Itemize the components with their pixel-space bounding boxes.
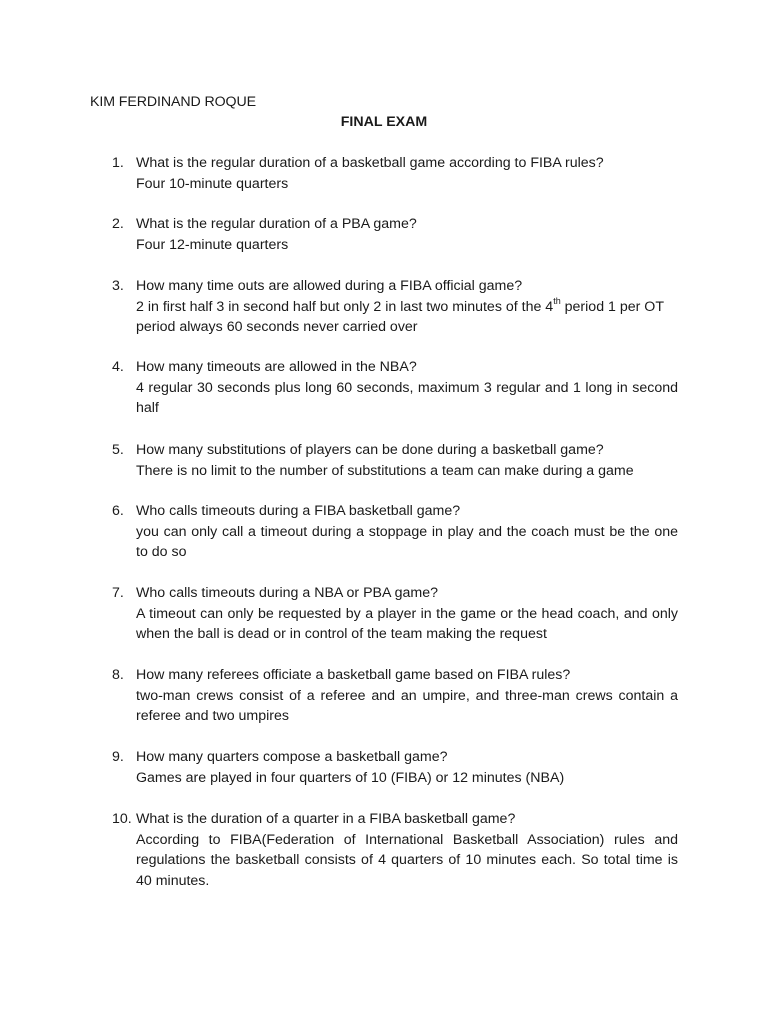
question-number: 4. [112, 359, 124, 375]
question-number: 7. [112, 585, 124, 601]
answer-text: There is no limit to the number of substitutions a team can make during a game [136, 462, 634, 479]
question-text: How many timeouts are allowed in the NBA? [136, 359, 417, 375]
question-text: What is the duration of a quarter in a FIBA basketball game? [136, 811, 516, 827]
question-item-8 [112, 665, 678, 727]
answer-text: 4 regular 30 seconds plus long 60 seconds, maximum 3 regular and 1 long in second half [136, 379, 678, 416]
question-number: 6. [112, 503, 124, 519]
question-item-2 [112, 214, 678, 255]
answer-part: 2 in first half 3 in second half but only 2 in last two minutes of the 4 [136, 298, 554, 315]
question-item-3 [112, 276, 678, 338]
answer-text: According to FIBA(Federation of International Basketball Association) rules and regulations the basketball consists of 4 quarters of 10 minutes each. So total time is 40 minutes. [136, 831, 678, 889]
answer-text: Four 12-minute quarters [136, 236, 289, 253]
answer-text: you can only call a timeout during a stoppage in play and the coach must be the one to do so [136, 523, 678, 560]
question-item-5 [112, 440, 678, 481]
question-item-9 [112, 747, 678, 788]
exam-title: FINAL EXAM [340, 114, 428, 130]
question-number: 5. [112, 442, 124, 458]
question-number: 9. [112, 749, 124, 765]
answer-part: period 1 per OT period always 60 seconds never carried over [136, 298, 664, 335]
question-number: 8. [112, 667, 124, 683]
question-text: How many quarters compose a basketball game? [136, 749, 448, 765]
question-item-6 [112, 501, 678, 563]
question-text: What is the regular duration of a PBA game? [136, 216, 417, 232]
ordinal-suffix: th [553, 295, 561, 306]
answer-text: A timeout can only be requested by a player in the game or the head coach, and only when the ball is dead or in control of the team making the request [136, 605, 678, 642]
question-text: How many substitutions of players can be done during a basketball game? [136, 442, 604, 458]
question-item-1 [112, 153, 678, 194]
question-item-10 [112, 809, 678, 891]
question-item-7 [112, 583, 678, 645]
question-number: 2. [112, 216, 124, 232]
question-number: 10. [112, 811, 132, 827]
question-text: Who calls timeouts during a NBA or PBA game? [136, 585, 439, 601]
answer-text: Four 10-minute quarters [136, 175, 289, 192]
answer-text: two-man crews consist of a referee and an umpire, and three-man crews contain a referee and two umpires [136, 687, 678, 724]
answer-text [136, 297, 678, 338]
question-text: How many referees officiate a basketball game based on FIBA rules? [136, 667, 571, 683]
question-text: How many time outs are allowed during a FIBA official game? [136, 278, 523, 294]
question-number: 1. [112, 155, 124, 171]
question-text: Who calls timeouts during a FIBA basketball game? [136, 503, 461, 519]
answer-text: Games are played in four quarters of 10 (FIBA) or 12 minutes (NBA) [136, 769, 565, 786]
question-item-4 [112, 357, 678, 419]
author-name: KIM FERDINAND ROQUE [90, 94, 256, 110]
question-text: What is the regular duration of a basketball game according to FIBA rules? [136, 155, 604, 171]
question-number: 3. [112, 278, 124, 294]
